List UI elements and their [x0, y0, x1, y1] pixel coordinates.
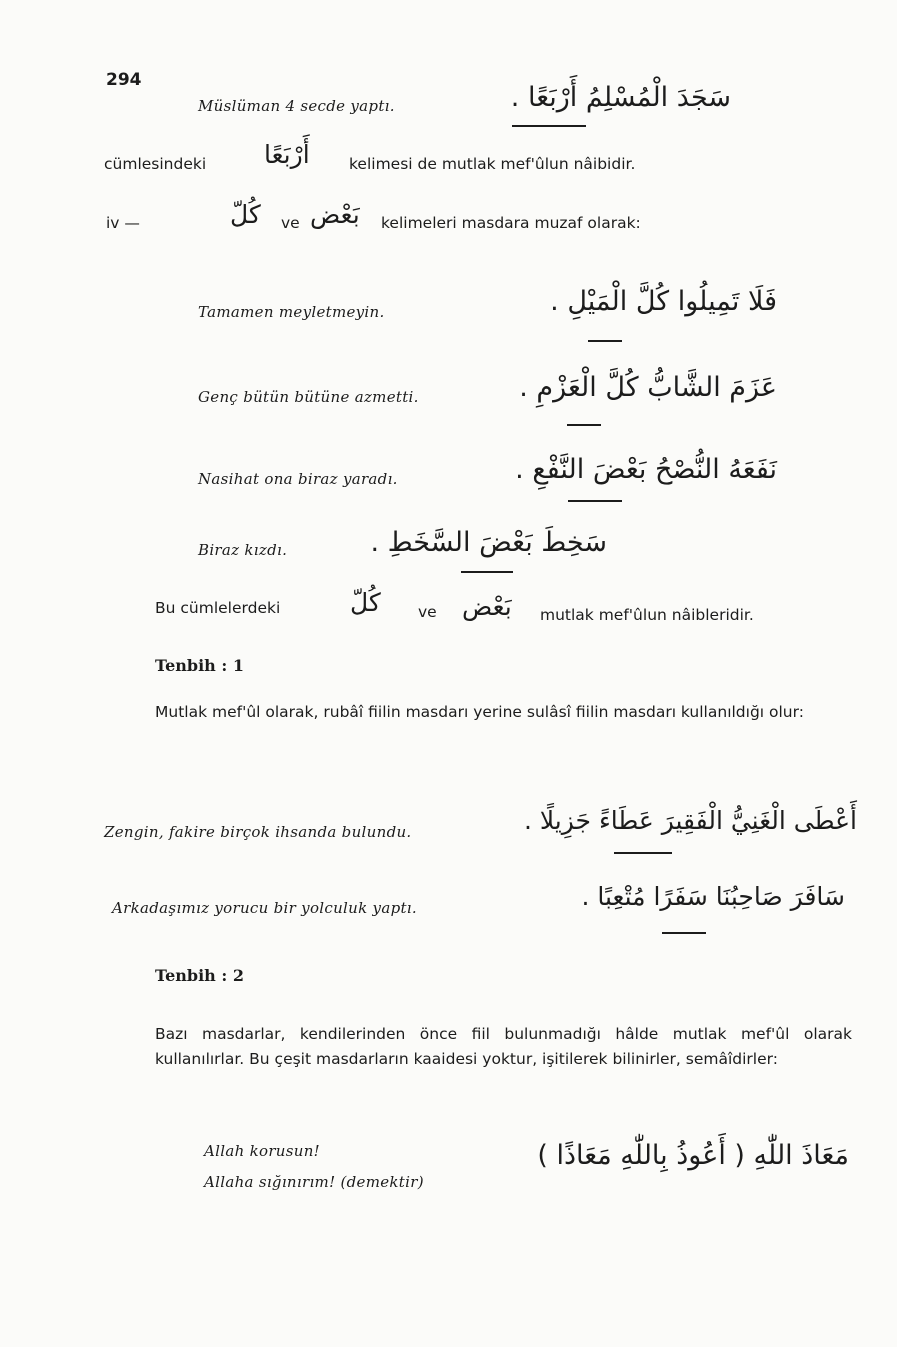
example-arabic-1: فَلَا تَمِيلُوا كُلَّ الْمَيْلِ . — [550, 286, 777, 317]
example-translation-3: Nasihat ona biraz yaradı. — [198, 470, 398, 488]
section-iv-ve: ve — [281, 214, 300, 232]
tenbih1-example-arabic-1: أَعْطَى الْغَنِيُّ الْفَقِيرَ عَطَاءً جَزِيلًا . — [523, 806, 857, 835]
tenbih1-example-translation-2: Arkadaşımız yorucu bir yolculuk yaptı. — [112, 899, 417, 917]
summary-after: mutlak mef'ûlun nâibleridir. — [540, 606, 754, 624]
tenbih2-text: Bazı masdarlar, kendilerinden önce fiil bulunmadığı hâlde mutlak mef'ûl olarak kullanılırlar. Bu çeşit masdarların kaaidesi yoktur, işitilerek bilinirler, semâîdirler: — [155, 1025, 852, 1068]
tenbih1-heading: Tenbih : 1 — [155, 656, 244, 675]
tenbih2-heading: Tenbih : 2 — [155, 966, 244, 985]
line1-arabic-word: أَرْبَعًا — [264, 140, 310, 169]
example-arabic-2: عَزَمَ الشَّابُّ كُلَّ الْعَزْمِ . — [519, 372, 777, 403]
tenbih1-underline-1 — [614, 852, 672, 854]
example-underline-3 — [568, 500, 622, 502]
intro-arabic: سَجَدَ الْمُسْلِمُ أَرْبَعًا . — [510, 82, 731, 113]
line1-after: kelimesi de mutlak mef'ûlun nâibidir. — [349, 155, 636, 173]
final-translation-2: Allaha sığınırım! (demektir) — [204, 1173, 424, 1191]
page-number: 294 — [106, 70, 142, 90]
tenbih1-text: Mutlak mef'ûl olarak, rubâî fiilin masdarı yerine sulâsî fiilin masdarı kullanıldığı olur: — [155, 703, 804, 721]
summary-word2: بَعْض — [462, 592, 512, 621]
summary-before: Bu cümlelerdeki — [155, 599, 281, 617]
summary-word1: كُلّ — [350, 588, 381, 617]
example-underline-2 — [567, 424, 601, 426]
example-underline-4 — [461, 571, 513, 573]
line1-before: cümlesindeki — [104, 155, 207, 173]
example-underline-1 — [588, 340, 622, 342]
section-iv-word1: كُلّ — [230, 200, 261, 229]
example-arabic-4: سَخِطَ بَعْضَ السَّخَطِ . — [370, 527, 607, 558]
section-iv-text: kelimeleri masdara muzaf olarak: — [381, 214, 641, 232]
tenbih1-example-translation-1: Zengin, fakire birçok ihsanda bulundu. — [104, 823, 412, 841]
example-translation-1: Tamamen meyletmeyin. — [198, 303, 385, 321]
section-iv-word2: بَعْض — [310, 200, 360, 229]
intro-translation: Müslüman 4 secde yaptı. — [198, 97, 395, 115]
summary-ve: ve — [418, 603, 437, 621]
final-arabic: مَعَاذَ اللّٰهِ ( أَعُوذُ بِاللّٰهِ مَعَاذًا ) — [537, 1140, 849, 1171]
intro-underline — [512, 125, 586, 127]
section-iv-label: iv — — [106, 214, 140, 232]
tenbih1-underline-2 — [662, 932, 706, 934]
tenbih1-example-arabic-2: سَافَرَ صَاحِبُنَا سَفَرًا مُتْعِبًا . — [581, 882, 845, 911]
example-arabic-3: نَفَعَهُ النُّصْحُ بَعْضَ النَّفْعِ . — [515, 454, 777, 485]
example-translation-2: Genç bütün bütüne azmetti. — [198, 388, 419, 406]
final-translation-1: Allah korusun! — [204, 1142, 320, 1160]
example-translation-4: Biraz kızdı. — [198, 541, 288, 559]
